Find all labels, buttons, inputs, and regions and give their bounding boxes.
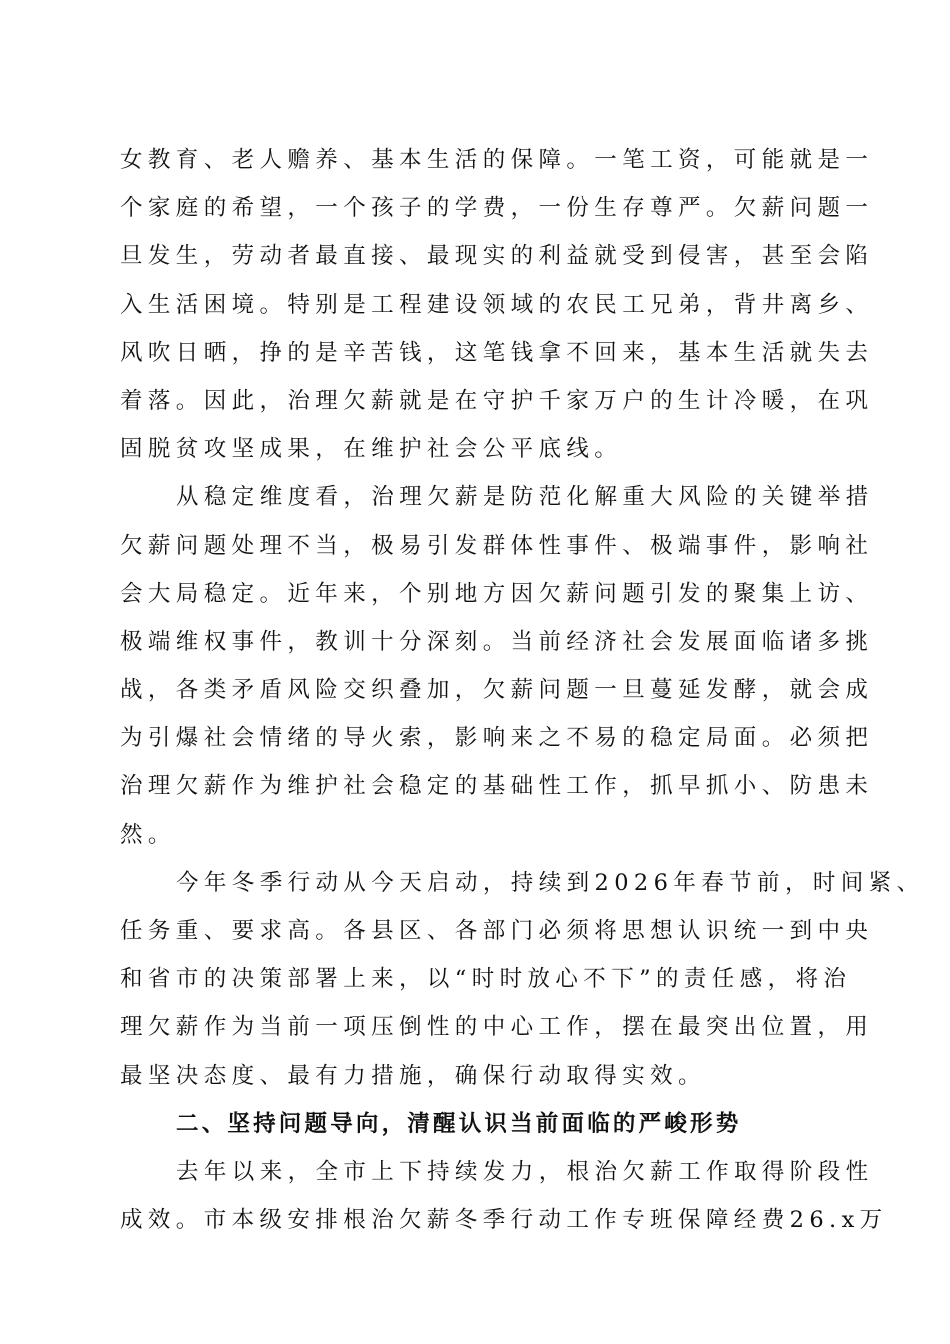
- paragraph-line: 去年以来，全市上下持续发力，根治欠薪工作取得阶段性: [176, 1158, 874, 1185]
- paragraph-line: 个家庭的希望，一个孩子的学费，一份生存尊严。欠薪问题一: [120, 195, 874, 222]
- paragraph-livelihood: [120, 136, 874, 473]
- paragraph-line: 风吹日晒，挣的是辛苦钱，这笔钱拿不回来，基本生活就失去: [120, 339, 874, 366]
- paragraph-line: 今年冬季行动从今天启动，持续到2026年春节前，时间紧、: [176, 869, 925, 896]
- paragraph-stability: [120, 473, 874, 859]
- document-body: [120, 136, 925, 1244]
- paragraph-line: 和省市的决策部署上来，以“时时放心不下”的责任感，将治: [120, 966, 852, 993]
- paragraph-line: 入生活困境。特别是工程建设领域的农民工兄弟，背井离乡、: [120, 291, 874, 318]
- paragraph-line: 任务重、要求高。各县区、各部门必须将思想认识统一到中央: [120, 918, 874, 944]
- paragraph-line: 战，各类矛盾风险交织叠加，欠薪问题一旦蔓延发酵，就会成: [120, 677, 874, 704]
- paragraph-line: 理欠薪作为当前一项压倒性的中心工作，摆在最突出位置，用: [120, 1014, 874, 1041]
- paragraph-line: 为引爆社会情绪的导火索，影响来之不易的稳定局面。必须把: [120, 725, 874, 752]
- paragraph-progress: [120, 1148, 888, 1244]
- paragraph-line: 会大局稳定。近年来，个别地方因欠薪问题引发的聚集上访、: [120, 580, 874, 607]
- paragraph-line: 然。: [120, 821, 176, 848]
- paragraph-line: 从稳定维度看，治理欠薪是防范化解重大风险的关键举措: [176, 484, 874, 511]
- paragraph-line: 女教育、老人赡养、基本生活的保障。一笔工资，可能就是一: [120, 147, 874, 173]
- paragraph-line: 治理欠薪作为维护社会稳定的基础性工作，抓早抓小、防患未: [120, 773, 874, 800]
- paragraph-line: 成效。市本级安排根治欠薪冬季行动工作专班保障经费26.x万: [120, 1207, 888, 1234]
- paragraph-line: 着落。因此，治理欠薪就是在守护千家万户的生计冷暖，在巩: [120, 387, 874, 414]
- paragraph-line: 极端维权事件，教训十分深刻。当前经济社会发展面临诸多挑: [120, 628, 874, 655]
- paragraph-line: 旦发生，劳动者最直接、最现实的利益就受到侵害，甚至会陷: [120, 243, 874, 270]
- paragraph-line: 最坚决态度、最有力措施，确保行动取得实效。: [120, 1062, 706, 1089]
- section-heading: 二、坚持问题导向，清醒认识当前面临的严峻形势: [176, 1110, 742, 1137]
- paragraph-line: 欠薪问题处理不当，极易引发群体性事件、极端事件，影响社: [120, 532, 874, 559]
- paragraph-winter-action: [120, 859, 925, 1100]
- paragraph-line: 固脱贫攻坚成果，在维护社会公平底线。: [120, 436, 623, 463]
